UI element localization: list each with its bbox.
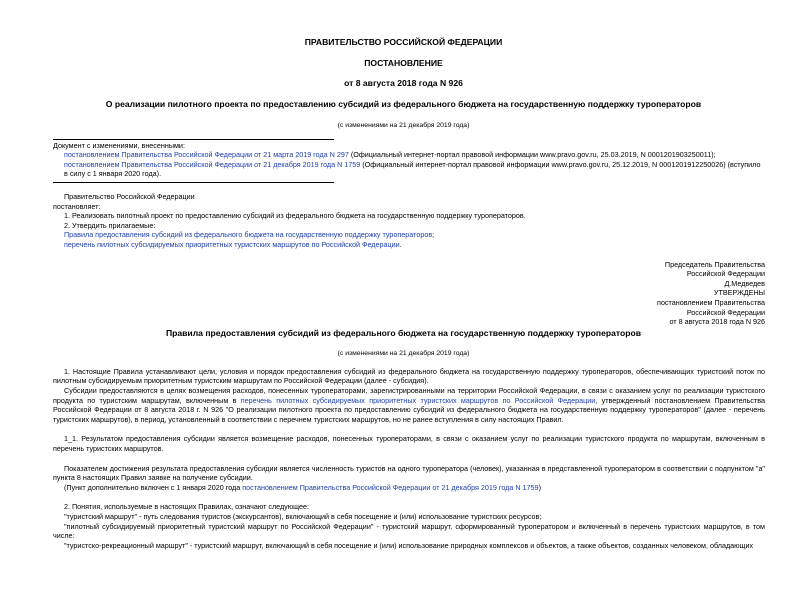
- rules-paragraph-1: 1. Настоящие Правила устанавливают цели, условия и порядок предоставления субсидий из федерального бюджета на государственную поддержку туроператоров, обеспечивающих туристский поток по пилотным субсидируемым приоритетным туристским маршрутам по Российской Федерации (далее - субсидия).: [53, 366, 765, 386]
- approval-line: Российской Федерации: [686, 307, 765, 317]
- decree-list-item: [53, 240, 765, 250]
- spacer: [53, 424, 765, 434]
- rules-body: [53, 367, 765, 551]
- rules-changes-note: (с изменениями на 21 декабря 2019 года): [337, 350, 470, 358]
- amendments-block: [53, 141, 765, 179]
- spacer: [53, 492, 765, 502]
- document-page: [0, 37, 807, 608]
- signature-line: Российской Федерации: [686, 269, 765, 279]
- decree-line: постановляет:: [53, 201, 101, 211]
- document-kind: ПОСТАНОВЛЕНИЕ: [364, 58, 443, 68]
- definition-recreation-route: "туристско-рекреационный маршрут" - туристский маршрут, включающий в себя посещение и (или) использование природных комплексов и объектов, а также объектов, созданных человеком, обладающих: [64, 540, 754, 550]
- paragraph-text: , утвержденный постановлением Правительства Российской Федерации от 8 августа 2018 г. N 926 "О реализации пилотного проекта по предоставлению субсидий из федерального бюджета на государственную поддержку туроператоров" (далее - перечень туристских маршрутов), в период, установленный в соответствии с перечнем туристских маршрутов, но не ранее вступления в силу настоящих Правил.: [53, 395, 765, 424]
- signature-line: Д.Медведев: [724, 278, 765, 288]
- punctuation: .: [399, 239, 402, 249]
- document-date-number: от 8 августа 2018 года N 926: [344, 78, 463, 88]
- definition-tourist-route: "туристский маршрут" - путь следования туристов (экскурсантов), включающий в себя посещение и (или) использование туристских ресурсов;: [64, 512, 542, 521]
- decree-item-2: 2. Утвердить прилагаемые:: [64, 220, 156, 230]
- amendment-source: (Официальный интернет-портал правовой информации www.pravo.gov.ru, 25.12.2019, N 0001201912250026) (вступило в силу с 1 января 2020 года).: [64, 159, 761, 179]
- rules-paragraph-indicator: Показателем достижения результата предоставления субсидии является численность туристов на одного туроператора (человек), указанная в представленной туроператором в соответствии с подпунктом "а" пункта 8 настоящих Правил заявке на получение субсидии.: [53, 463, 765, 483]
- amendments-top-divider: [53, 139, 334, 140]
- routes-list-inline-link[interactable]: перечень пилотных субсидируемых приоритетных туристских маршрутов по Российской Федерации: [240, 395, 596, 405]
- amendment-source: (Официальный интернет-портал правовой информации www.pravo.gov.ru, 25.03.2019, N 0001201903250011);: [348, 150, 716, 160]
- decree-body: [53, 192, 765, 250]
- signature-line: Председатель Правительства: [664, 259, 765, 269]
- amendment-item: [53, 150, 765, 160]
- rules-title: Правила предоставления субсидий из федерального бюджета на государственную поддержку туроператоров: [165, 327, 642, 338]
- amendment-item: [53, 160, 765, 179]
- approval-line: постановлением Правительства: [657, 297, 765, 307]
- amendments-intro: Документ с изменениями, внесенными:: [53, 140, 185, 150]
- amendment-inline-link-1759[interactable]: постановлением Правительства Российской Федерации от 21 декабря 2019 года N 1759: [242, 482, 539, 492]
- amendment-link-297[interactable]: постановлением Правительства Российской Федерации от 21 марта 2019 года N 297: [64, 150, 349, 160]
- routes-list-link[interactable]: перечень пилотных субсидируемых приоритетных туристских маршрутов по Российской Федерации: [64, 239, 400, 249]
- rules-amendment-note: [53, 483, 765, 493]
- rules-paragraph-2: [53, 386, 765, 424]
- document-subject: О реализации пилотного проекта по предоставлению субсидий из федерального бюджета на государственную поддержку туроператоров: [105, 99, 702, 109]
- amendments-bottom-divider: [53, 182, 334, 183]
- rules-paragraph-2-definitions: 2. Понятия, используемые в настоящих Правилах, означают следующее:: [64, 502, 309, 512]
- spacer: [53, 454, 765, 464]
- definition-pilot-route: "пилотный субсидируемый приоритетный туристский маршрут по Российской Федерации" - туристский маршрут, сформированный туроператором и включенный в перечень туристских маршрутов, в том числе:: [53, 521, 765, 541]
- signature-block: [42, 260, 765, 327]
- approval-line: от 8 августа 2018 года N 926: [669, 317, 765, 327]
- paragraph-text: Субсидии предоставляются в целях возмещения расходов, понесенных туроператорами, зарегистрированными на территории Российской Федерации, в связи с оказанием услуг по реализации туристского продукта по туристским маршрутам, включенным в: [53, 386, 765, 405]
- amendment-link-1759[interactable]: постановлением Правительства Российской Федерации от 21 декабря 2019 года N 1759: [64, 159, 361, 169]
- approval-line: УТВЕРЖДЕНЫ: [713, 288, 765, 298]
- punctuation: ;: [432, 230, 435, 240]
- rules-link[interactable]: Правила предоставления субсидий из федерального бюджета на государственную поддержку туроператоров: [64, 230, 433, 240]
- decree-list-item: [53, 230, 765, 240]
- punctuation: ): [538, 482, 541, 492]
- rules-paragraph-1-1: 1_1. Результатом предоставления субсидии является возмещение расходов, понесенных туроператорами, в связи с оказанием услуг по реализации туристского продукта по маршрутам, включенным в перечень туристских маршрутов.: [53, 434, 765, 454]
- changes-note: (с изменениями на 21 декабря 2019 года): [337, 122, 470, 129]
- paragraph-text: (Пункт дополнительно включен с 1 января 2020 года: [64, 482, 243, 492]
- decree-item-1: 1. Реализовать пилотный проект по предоставлению субсидий из федерального бюджета на государственную поддержку туроператоров.: [64, 211, 526, 221]
- government-title: ПРАВИТЕЛЬСТВО РОССИЙСКОЙ ФЕДЕРАЦИИ: [304, 37, 503, 47]
- decree-line: Правительство Российской Федерации: [64, 191, 195, 201]
